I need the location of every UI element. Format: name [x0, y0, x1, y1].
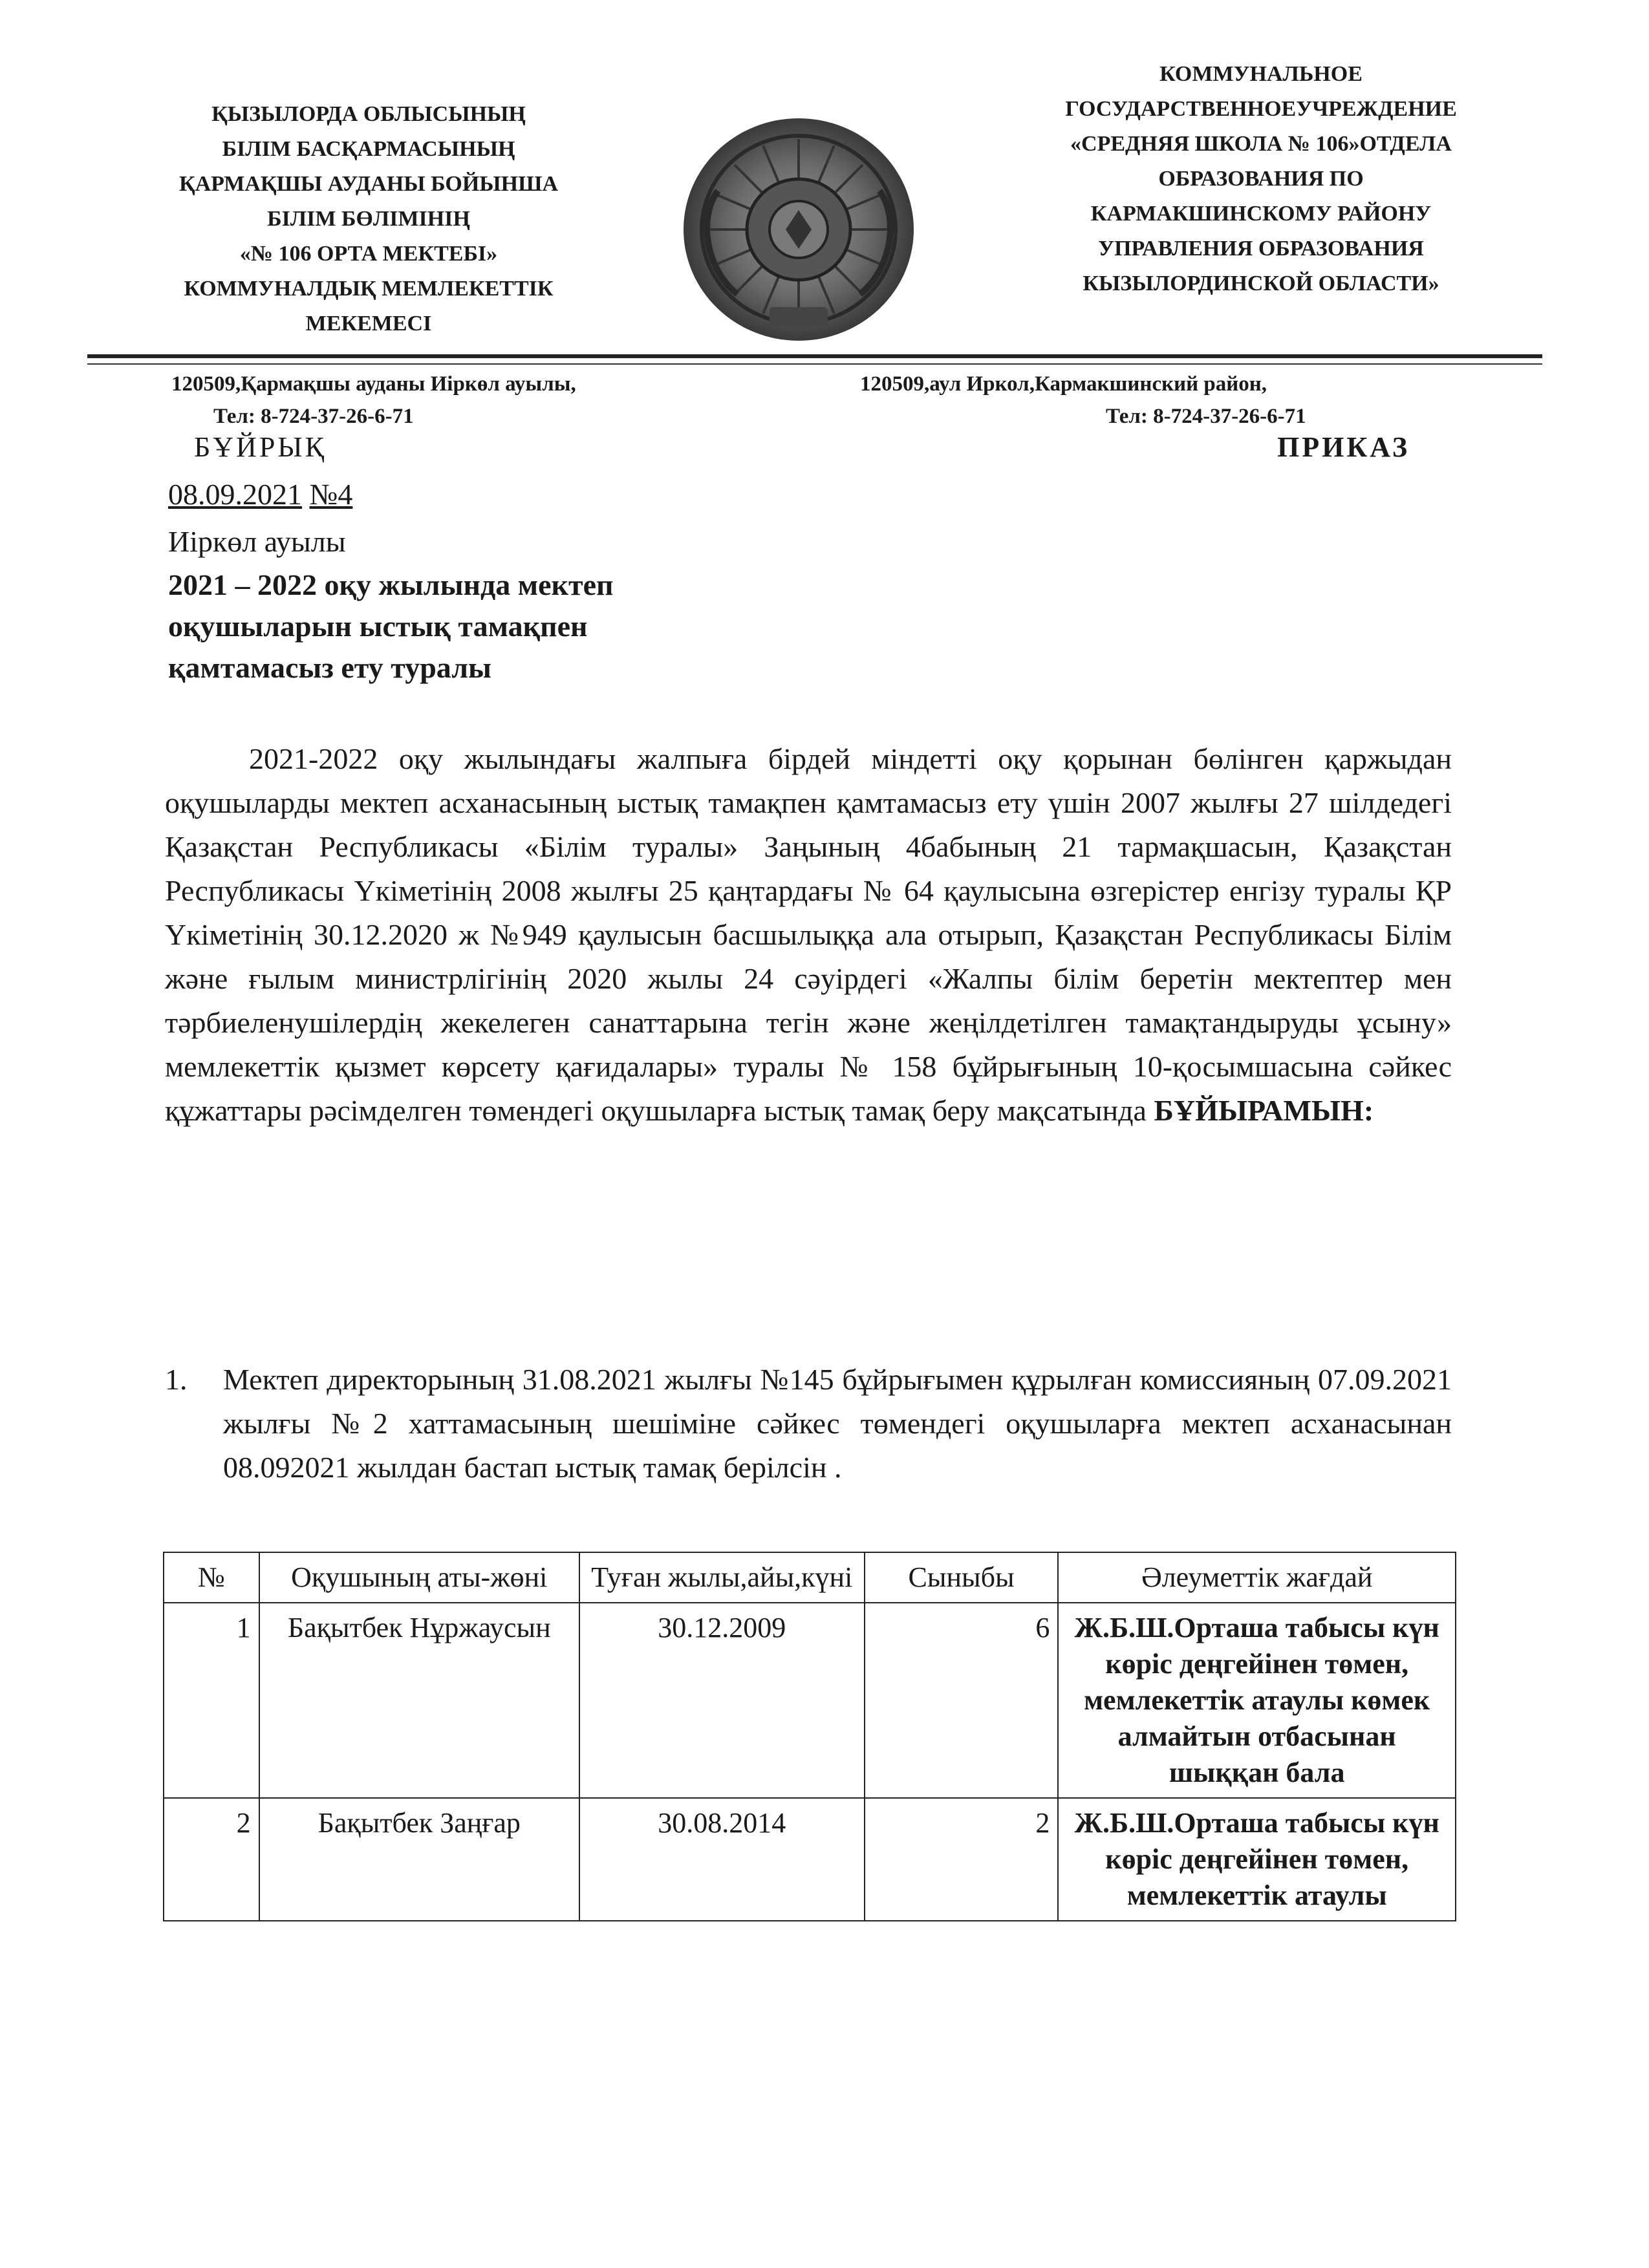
col-header-name: Оқушының аты-жөні	[259, 1552, 579, 1603]
order-title-ru: ПРИКАЗ	[1277, 431, 1410, 463]
students-table	[163, 1552, 1456, 1921]
col-header-social: Әлеуметтік жағдай	[1058, 1552, 1456, 1603]
cell-number: 2	[164, 1798, 259, 1921]
header-divider-thin	[87, 363, 1542, 365]
order-subject	[168, 564, 614, 689]
order-command: БҰЙЫРАМЫН:	[1154, 1094, 1374, 1127]
order-subject-line: 2021 – 2022 оқу жылында мектеп	[168, 568, 614, 601]
header-right-line: КАРМАКШИНСКОМУ РАЙОНУ	[1090, 202, 1432, 226]
order-title-kz: БҰЙРЫҚ	[194, 431, 327, 463]
cell-dob: 30.08.2014	[579, 1798, 865, 1921]
table-row	[164, 1603, 1456, 1798]
header-left-line: ҚЫЗЫЛОРДА ОБЛЫСЫНЫҢ	[211, 102, 526, 126]
order-date: 08.09.2021	[168, 478, 302, 511]
state-emblem-icon	[679, 113, 918, 346]
col-header-dob: Туған жылы,айы,күні	[579, 1552, 865, 1603]
header-left-line: ҚАРМАҚШЫ АУДАНЫ БОЙЫНША	[178, 172, 559, 196]
col-header-number: №	[164, 1552, 259, 1603]
body-paragraph	[165, 737, 1452, 1133]
header-left-line: «№ 106 ОРТА МЕКТЕБІ»	[239, 242, 498, 266]
header-left-line: БІЛІМ БӨЛІМІНІҢ	[267, 207, 470, 231]
cell-class: 2	[865, 1798, 1059, 1921]
header-right-line: КОММУНАЛЬНОЕ	[1159, 62, 1363, 86]
header-right-line: УПРАВЛЕНИЯ ОБРАЗОВАНИЯ	[1098, 237, 1424, 261]
order-date-number	[168, 475, 352, 514]
cell-class: 6	[865, 1603, 1059, 1798]
col-header-class: Сыныбы	[865, 1552, 1059, 1603]
order-item-1	[165, 1358, 1452, 1490]
cell-name: Бақытбек Нұржаусын	[259, 1603, 579, 1798]
address-left-line1: 120509,Қармақшы ауданы Иіркөл ауылы,	[171, 372, 576, 396]
cell-number: 1	[164, 1603, 259, 1798]
header-left-line: БІЛІМ БАСҚАРМАСЫНЫҢ	[222, 137, 515, 161]
header-right-line: ОБРАЗОВАНИЯ ПО	[1158, 167, 1364, 191]
table-row	[164, 1798, 1456, 1921]
cell-social: Ж.Б.Ш.Орташа табысы күн көріс деңгейінен төмен, мемлекеттік атаулы	[1058, 1798, 1456, 1921]
header-divider	[87, 354, 1542, 358]
order-subject-line: қамтамасыз ету туралы	[168, 651, 491, 684]
order-subject-line: оқушыларын ыстық тамақпен	[168, 610, 588, 643]
header-right-ru	[996, 57, 1526, 301]
header-left-line: КОММУНАЛДЫҚ МЕМЛЕКЕТТІК	[184, 277, 554, 301]
header-left-line: МЕКЕМЕСІ	[305, 312, 432, 336]
order-item-text: Мектеп директорының 31.08.2021 жылғы №145 бұйрығымен құрылған комиссияның 07.09.2021 жылғы №2 хаттамасының шешіміне сәйкес төмендегі оқушыларға мектеп асханасынан 08.092021 жылдан бастап ыстық тамақ берілсін .	[223, 1363, 1452, 1484]
body-paragraph-text: 2021-2022 оқу жылындағы жалпыға бірдей міндетті оқу қорынан бөлінген қаржыдан оқушыларды мектеп асханасының ыстық тамақпен қамтамасыз ету үшін 2007 жылғы 27 шілдедегі Қазақстан Республикасы «Білім туралы» Заңының 4бабының 21 тармақшасын, Қазақстан Республикасы Үкіметінің 2008 жылғы 25 қаңтардағы № 64 қаулысына өзгерістер енгізу туралы ҚР Үкіметінің 30.12.2020 ж №949 қаулысын басшылыққа ала отырып, Қазақстан Республикасы Білім және ғылым министрлігінің 2020 жылы 24 сәуірдегі «Жалпы білім беретін мектептер мен тәрбиеленушілердің жекелеген санаттарына тегін және жеңілдетілген тамақтандыруды ұсыну» мемлекеттік қызмет көрсету қағидалары» туралы № 158 бұйрығының 10-қосымшасына сәйкес құжаттары рәсімделген төмендегі оқушыларға ыстық тамақ беру мақсатында	[165, 742, 1452, 1127]
order-item-number: 1.	[165, 1363, 188, 1396]
cell-dob: 30.12.2009	[579, 1603, 865, 1798]
address-right-line2: Тел: 8-724-37-26-6-71	[1106, 405, 1306, 428]
cell-name: Бақытбек Заңғар	[259, 1798, 579, 1921]
address-right-line1: 120509,аул Иркол,Кармакшинский район,	[860, 372, 1267, 396]
header-right-line: ГОСУДАРСТВЕННОЕУЧРЕЖДЕНИЕ	[1065, 97, 1457, 121]
header-left-kz	[123, 97, 614, 341]
header-right-line: «СРЕДНЯЯ ШКОЛА № 106»ОТДЕЛА	[1070, 132, 1452, 156]
order-place: Иіркөл ауылы	[168, 525, 346, 558]
address-left-line2: Тел: 8-724-37-26-6-71	[213, 405, 414, 428]
table-header-row	[164, 1552, 1456, 1603]
order-number: №4	[309, 478, 353, 511]
cell-social: Ж.Б.Ш.Орташа табысы күн көріс деңгейінен төмен, мемлекеттік атаулы көмек алмайтын отбасынан шыққан бала	[1058, 1603, 1456, 1798]
header-right-line: КЫЗЫЛОРДИНСКОЙ ОБЛАСТИ»	[1083, 272, 1439, 295]
